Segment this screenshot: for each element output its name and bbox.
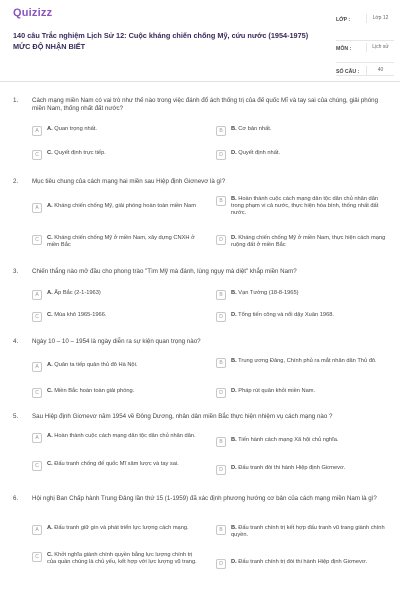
option-c[interactable] — [32, 461, 202, 471]
worksheet-meta — [336, 14, 394, 76]
meta-row-grade — [336, 14, 394, 41]
question-text: Mục tiêu chung của cách mạng hai miền sau Hiệp định Giơnevơ là gì? — [32, 178, 226, 185]
option-d[interactable] — [216, 559, 391, 569]
option-c[interactable] — [32, 552, 202, 566]
option-text: Đấu tranh chính trị kết hợp đấu tranh vũ trang giành chính quyền. — [231, 525, 385, 538]
option-d[interactable] — [216, 465, 391, 475]
question-text: Cách mạng miền Nam có vai trò như thế nào trong việc đánh đổ ách thống trị của đế quốc Mĩ và tay sai của chúng, giải phóng miền Nam, thống nhất đất nước? — [32, 97, 379, 112]
option-b[interactable] — [216, 437, 391, 447]
question-text: Sau Hiệp định Giơnevơ năm 1954 về Đông Dương, nhân dân miền Bắc thực hiện nhiệm vụ cách mạng nào ? — [32, 413, 333, 420]
option-c[interactable] — [32, 150, 192, 160]
question-text: Chiến thắng nào mở đầu cho phong trào "Tìm Mỹ mà đánh, lùng ngụy mà diệt" khắp miền Nam? — [32, 268, 297, 275]
option-d[interactable] — [216, 150, 386, 160]
option-box[interactable]: D — [216, 559, 226, 569]
option-letter: B. — [231, 126, 237, 132]
option-box[interactable]: B — [216, 290, 226, 300]
option-box[interactable]: B — [216, 358, 226, 368]
option-c[interactable] — [32, 312, 202, 322]
question-5 — [13, 413, 391, 483]
option-box[interactable]: A — [32, 525, 42, 535]
question-text: Ngày 10 – 10 – 1954 là ngày diễn ra sự kiện quan trọng nào? — [32, 338, 201, 345]
option-letter: B. — [231, 525, 237, 531]
option-text: Ấp Bắc (2-1-1963) — [54, 290, 101, 296]
option-box[interactable]: D — [216, 465, 226, 475]
option-box[interactable]: A — [32, 290, 42, 300]
option-letter: A. — [47, 362, 53, 368]
option-text: Quan trọng nhất. — [54, 126, 97, 132]
meta-row-count — [336, 63, 394, 76]
option-letter: A. — [47, 290, 53, 296]
option-box[interactable]: A — [32, 362, 42, 372]
option-text: Kháng chiến chống Mỹ ở miền Nam, thực hiện cách mạng ruộng đất ở miền Bắc — [231, 235, 386, 248]
option-letter: C. — [47, 312, 53, 318]
option-box[interactable]: C — [32, 150, 42, 160]
option-text: Quyết định nhất. — [238, 150, 281, 156]
option-box[interactable]: B — [216, 437, 226, 447]
meta-label: LỚP : — [336, 17, 351, 23]
question-4 — [13, 338, 391, 406]
meta-label: MÔN : — [336, 46, 352, 52]
option-b[interactable] — [216, 358, 391, 368]
meta-label: SỐ CÂU : — [336, 69, 360, 75]
question-number: 4. — [13, 338, 19, 345]
option-box[interactable]: A — [32, 126, 42, 136]
question-number: 3. — [13, 268, 19, 275]
option-text: Kháng chiến chống Mỹ ở miền Nam, xây dựng CNXH ở miền Bắc — [47, 235, 195, 248]
option-letter: C. — [47, 461, 53, 467]
option-text: Cơ bản nhất. — [238, 126, 272, 132]
option-letter: A. — [47, 126, 53, 132]
option-letter: D. — [231, 312, 237, 318]
option-letter: D. — [231, 559, 237, 565]
worksheet-header — [0, 0, 400, 82]
option-b[interactable] — [216, 196, 391, 217]
option-letter: B. — [231, 290, 237, 296]
option-letter: D. — [231, 150, 237, 156]
question-text: Hội nghị Ban Chấp hành Trung Đảng lần thứ 15 (1-1959) đã xác định phương hướng cơ bản của cách mạng miền Nam là gì? — [32, 495, 377, 502]
option-text: Đấu tranh chính trị đòi thi hành Hiệp định Giơnevơ. — [238, 559, 368, 565]
option-box[interactable]: D — [216, 150, 226, 160]
option-text: Vạn Tường (18-8-1965) — [238, 290, 299, 296]
option-text: Kháng chiến chống Mỹ, giải phóng hoàn toàn miền Nam — [54, 203, 196, 209]
option-a[interactable] — [32, 362, 202, 372]
quizizz-logo: Quizizz — [13, 7, 53, 19]
option-letter: B. — [231, 437, 237, 443]
option-text: Khởi nghĩa giành chính quyền bằng lực lượng chính trị của quần chúng là chủ yếu, kết hợp với lực lượng vũ trang. — [47, 552, 197, 565]
option-text: Quân ta tiếp quản thủ đô Hà Nội. — [54, 362, 138, 368]
option-box[interactable]: D — [216, 235, 226, 245]
option-letter: B. — [231, 358, 237, 364]
option-text: Quyết định trực tiếp. — [54, 150, 106, 156]
option-box[interactable]: B — [216, 126, 226, 136]
option-box[interactable]: A — [32, 433, 42, 443]
option-text: Miền Bắc hoàn toàn giải phóng. — [54, 388, 135, 394]
option-letter: C. — [47, 552, 53, 558]
question-number: 2. — [13, 178, 19, 185]
difficulty-level: MỨC ĐỘ NHẬN BIẾT — [13, 42, 86, 51]
question-number: 1. — [13, 97, 19, 104]
question-number: 6. — [13, 495, 19, 502]
option-box[interactable]: D — [216, 312, 226, 322]
option-text: Hoàn thành cuộc cách mạng dân tộc dân chủ nhân dân trong phạm vi cả nước, thực hiện hòa bình, thống nhất đất nước. — [231, 196, 379, 216]
option-box[interactable]: C — [32, 312, 42, 322]
option-text: Đấu tranh chống đế quốc Mĩ xâm lược và tay sai. — [54, 461, 179, 467]
option-text: Pháp rút quân khỏi miền Nam. — [238, 388, 316, 394]
option-a[interactable] — [32, 290, 202, 300]
option-box[interactable]: C — [32, 461, 42, 471]
option-letter: D. — [231, 388, 237, 394]
option-letter: A. — [47, 203, 53, 209]
option-a[interactable] — [32, 203, 202, 213]
option-letter: A. — [47, 525, 53, 531]
option-box[interactable]: B — [216, 525, 226, 535]
option-c[interactable] — [32, 235, 202, 249]
option-text: Đấu tranh giữ gìn và phát triển lực lượng cách mạng. — [54, 525, 189, 531]
option-letter: D. — [231, 465, 237, 471]
question-number: 5. — [13, 413, 19, 420]
option-letter: D. — [231, 235, 237, 241]
option-text: Tổng tiến công và nổi dậy Xuân 1968. — [238, 312, 334, 318]
option-text: Tiến hành cách mạng Xã hội chủ nghĩa. — [238, 437, 339, 443]
option-c[interactable] — [32, 388, 202, 398]
meta-row-subject — [336, 41, 394, 63]
option-b[interactable] — [216, 290, 391, 300]
option-box[interactable]: C — [32, 388, 42, 398]
question-3 — [13, 268, 391, 330]
question-6 — [13, 495, 391, 590]
option-a[interactable] — [32, 525, 202, 535]
question-1 — [13, 97, 391, 167]
question-2 — [13, 178, 391, 263]
option-text: Trung ương Đảng, Chính phủ ra mắt nhân dân Thủ đô. — [238, 358, 377, 364]
option-d[interactable] — [216, 312, 391, 322]
option-box[interactable]: D — [216, 388, 226, 398]
option-a[interactable] — [32, 126, 192, 136]
option-d[interactable] — [216, 388, 391, 398]
option-d[interactable] — [216, 235, 391, 249]
meta-value: Lịch sử — [366, 43, 394, 52]
option-box[interactable]: C — [32, 235, 42, 245]
option-box[interactable]: B — [216, 196, 226, 206]
option-text: Mùa khô 1965-1966. — [54, 312, 107, 318]
option-letter: C. — [47, 235, 53, 241]
option-letter: B. — [231, 196, 237, 202]
option-letter: A. — [47, 433, 53, 439]
option-a[interactable] — [32, 433, 202, 443]
option-box[interactable]: C — [32, 552, 42, 562]
option-box[interactable]: A — [32, 203, 42, 213]
option-text: Đấu tranh đòi thi hành Hiệp định Giơnevơ. — [238, 465, 346, 471]
meta-value: 40 — [366, 66, 394, 75]
option-text: Hoàn thành cuộc cách mạng dân tộc dân chủ nhân dân. — [54, 433, 196, 439]
option-b[interactable] — [216, 126, 386, 136]
option-b[interactable] — [216, 525, 391, 539]
option-letter: C. — [47, 388, 53, 394]
option-letter: C. — [47, 150, 53, 156]
worksheet-title: 140 câu Trắc nghiệm Lịch Sử 12: Cuộc kháng chiến chống Mỹ, cứu nước (1954-1975) — [13, 31, 309, 40]
meta-value: Lớp 12 — [366, 14, 394, 23]
